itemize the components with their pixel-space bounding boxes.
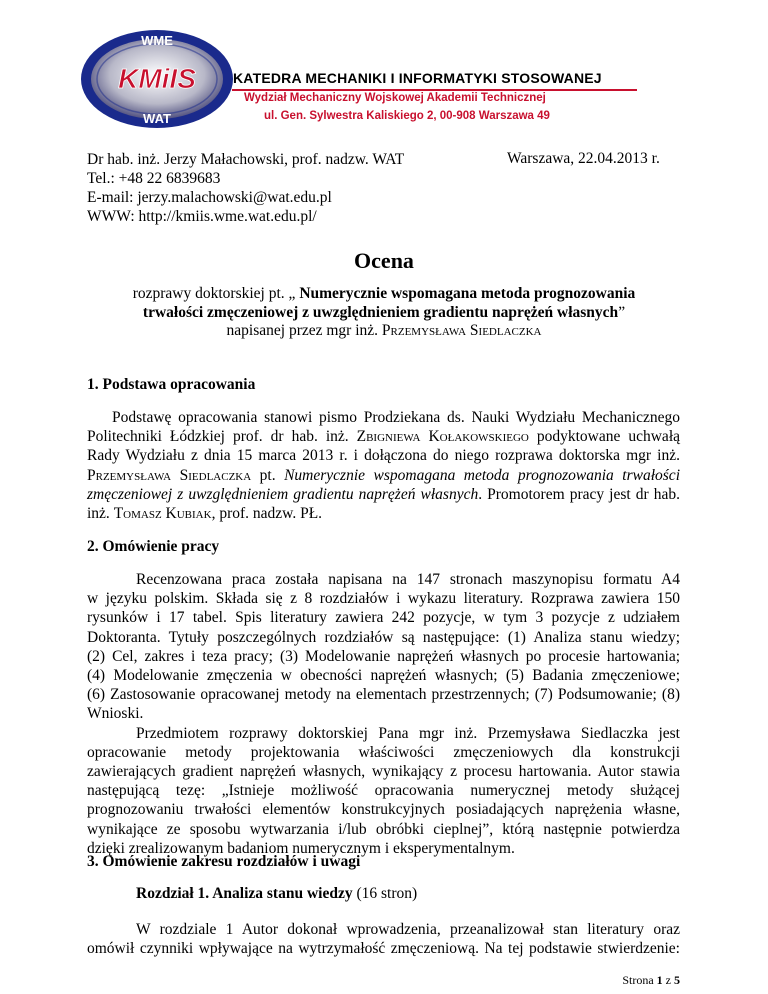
document-title: Ocena — [354, 248, 414, 273]
text-line: (4) Modelowanie zmęczenia w obecności naprężeń własnych; (5) Badania zmęczeniowe; — [87, 667, 680, 685]
document-subtitle — [0, 285, 768, 341]
sender-www: WWW: http://kmiis.wme.wat.edu.pl/ — [87, 208, 317, 225]
text-line: (6) Zastosowanie opracowanej metody na elementach przestrzennych; (7) Podsumowanie; (8) — [87, 686, 680, 704]
text-line: Rady Wydziału z dnia 15 marca 2013 r. i dołączona do niego rozprawa doktorska mgr inż. — [87, 447, 680, 465]
svg-text:KMiIS: KMiIS — [118, 63, 196, 94]
sender-tel: Tel.: +48 22 6839683 — [87, 170, 221, 187]
subtitle-line-3: napisanej przez mgr inż. Przemysława Siedlaczka — [226, 322, 542, 339]
svg-text:WAT: WAT — [143, 111, 171, 126]
text-line: wynikające ze sposobu wytwarzania i/lub obróbki cieplnej”, którą następnie potwierdza — [87, 820, 680, 838]
section-3-text — [87, 920, 680, 958]
text-line: dzięki zrealizowanym badaniom numerycznym i eksperymentalnym. — [87, 839, 515, 857]
text-line: Podstawę opracowania stanowi pismo Prodziekana ds. Nauki Wydziału Mechanicznego — [112, 409, 680, 426]
subtitle-line-2: trwałości zmęczeniowej z uwzględnieniem gradientu naprężeń własnych” — [142, 303, 626, 321]
letter-date: Warszawa, 22.04.2013 r. — [507, 150, 660, 167]
kmiis-logo — [78, 28, 236, 130]
sender-block — [87, 150, 404, 226]
section-2-text — [87, 570, 680, 858]
text-line: rysunków i 17 tabel. Spis literatury zawiera 242 pozycje, w tym 3 pozycje z udziałem — [87, 609, 680, 627]
text-line: opracowanie metody projektowania właściwości zmęczeniowych dla konstrukcji — [87, 743, 680, 761]
page-number: Strona 1 z 5 — [622, 973, 680, 987]
text-line: prognozowaniu trwałości elementów konstrukcyjnych posiadających naprężenia własne, — [87, 801, 680, 819]
text-line: W rozdziale 1 Autor dokonał wprowadzenia, przeanalizował stan literatury oraz — [136, 921, 680, 938]
svg-text:WME: WME — [141, 33, 173, 48]
sender-name: Dr hab. inż. Jerzy Małachowski, prof. nadzw. WAT — [87, 151, 405, 168]
text-line: następującą tezę: „Istnieje możliwość opracowania numerycznej metody służącej — [87, 782, 680, 800]
faculty-name: Wydział Mechaniczny Wojskowej Akademii Technicznej — [244, 92, 546, 104]
department-name: KATEDRA MECHANIKI I INFORMATYKI STOSOWANEJ — [233, 70, 602, 86]
text-line: Doktoranta. Tytuły poszczególnych rozdziałów są następujące: (1) Analiza stanu wiedzy; — [87, 628, 680, 646]
text-line: Recenzowana praca została napisana na 147 stronach maszynopisu formatu A4 — [136, 571, 680, 588]
text-line: Wnioski. — [87, 705, 144, 723]
section-1-heading: 1. Podstawa opracowania — [87, 376, 256, 393]
section-2-heading: 2. Omówienie pracy — [87, 538, 220, 555]
text-line: omówił czynniki wpływające na wytrzymałość zmęczeniową. Na tej podstawie stwierdzenie: — [87, 940, 680, 958]
header-rule — [232, 89, 637, 91]
chapter-1-heading: Rozdział 1. Analiza stanu wiedzy (16 stron) — [136, 885, 418, 902]
section-1-text — [87, 408, 680, 523]
text-line: (2) Cel, zakres i teza pracy; (3) Modelowanie naprężeń własnych po procesie hartowania; — [87, 647, 680, 665]
sender-email: E-mail: jerzy.malachowski@wat.edu.pl — [87, 189, 332, 206]
text-line: w języku polskim. Składa się z 8 rozdziałów i wykazu literatury. Rozprawa zawiera 150 — [87, 590, 680, 608]
text-line: Politechniki Łódzkiej prof. dr hab. inż. Zbigniewa Kołakowskiego podyktowane uchwałą — [87, 428, 681, 446]
text-line: Przedmiotem rozprawy doktorskiej Pana mgr inż. Przemysława Siedlaczka jest — [136, 724, 680, 742]
text-line: zawierających gradient naprężeń własnych, wynikający z procesu hartowania. Autor stawia — [87, 763, 680, 781]
subtitle-line-1: rozprawy doktorskiej pt. „ Numerycznie wspomagana metoda prognozowania — [132, 285, 636, 302]
section-3-heading: 3. Omówienie zakresu rozdziałów i uwagi — [87, 853, 361, 870]
text-line: Przemysława Siedlaczka pt. Numerycznie wspomagana metoda prognozowania trwałości — [87, 466, 680, 484]
text-line: zmęczeniowej z uwzględnieniem gradientu naprężeń własnych. Promotorem pracy jest dr hab. — [87, 485, 680, 503]
text-line: inż. Tomasz Kubiak, prof. nadzw. PŁ. — [87, 505, 323, 523]
department-address: ul. Gen. Sylwestra Kaliskiego 2, 00-908 Warszawa 49 — [264, 110, 550, 122]
